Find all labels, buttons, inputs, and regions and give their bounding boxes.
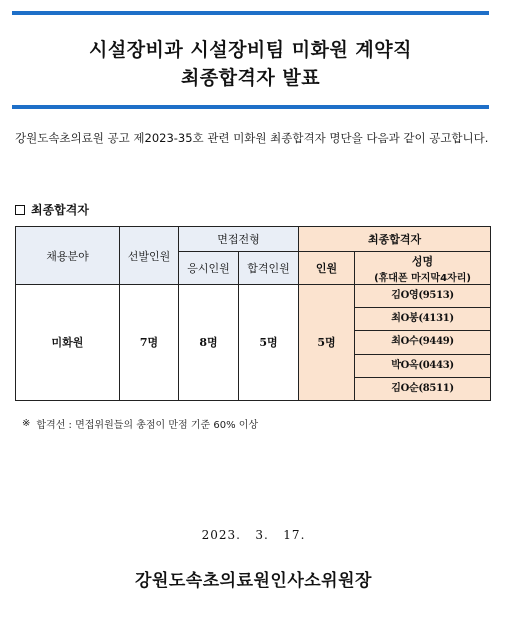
header-field: 채용분야: [16, 227, 120, 285]
cell-field: 미화원: [16, 285, 120, 401]
cell-applicants: 8명: [179, 285, 239, 401]
announcement-date: 2023. 3. 17.: [201, 528, 306, 542]
header-passed: 합격인원: [239, 252, 299, 285]
table-row: [16, 285, 491, 401]
candidate-name: 최O수(9449): [355, 330, 490, 353]
page-title-line1: 시설장비과 시설장비팀 미화원 계약직: [88, 39, 412, 61]
header-name-line2: (휴대폰 마지막4자리): [374, 272, 471, 284]
cell-selection-count: 7명: [120, 285, 179, 401]
header-final: 최종합격자: [299, 227, 491, 252]
cell-headcount: 5명: [299, 285, 355, 401]
square-outline-icon: [15, 205, 25, 215]
cell-candidates: [355, 285, 491, 401]
top-blue-rule: [12, 11, 489, 15]
header-name-line1: 성명: [411, 254, 434, 268]
results-table: [15, 226, 491, 401]
candidate-name: 김O순(8511): [355, 377, 490, 400]
page-title-line2: 최종합격자 발표: [180, 67, 321, 89]
candidate-name: 최O봉(4131): [355, 307, 490, 330]
cell-passed: 5명: [239, 285, 299, 401]
candidate-name: 김O영(9513): [391, 290, 454, 301]
footnote: [22, 416, 258, 431]
bottom-blue-rule: [12, 105, 489, 109]
header-interview: 면접전형: [179, 227, 299, 252]
notice-paragraph: 강원도속초의료원 공고 제2023-35호 관련 미화원 최종합격자 명단을 다음과 같이 공고합니다.: [15, 131, 489, 145]
header-selection-count: 선발인원: [120, 227, 179, 285]
footnote-text: 합격선 : 면접위원들의 총점이 만점 기준 60% 이상: [36, 420, 259, 431]
header-headcount: 인원: [299, 252, 355, 285]
reference-mark-icon: ※: [22, 418, 31, 429]
issuer-name: 강원도속초의료원인사소위원장: [135, 571, 372, 591]
header-applicants: 응시인원: [179, 252, 239, 285]
section-heading-label: 최종합격자: [31, 203, 89, 217]
candidate-name: 박O옥(0443): [355, 354, 490, 377]
section-heading: [15, 201, 89, 218]
header-name: [355, 252, 491, 285]
